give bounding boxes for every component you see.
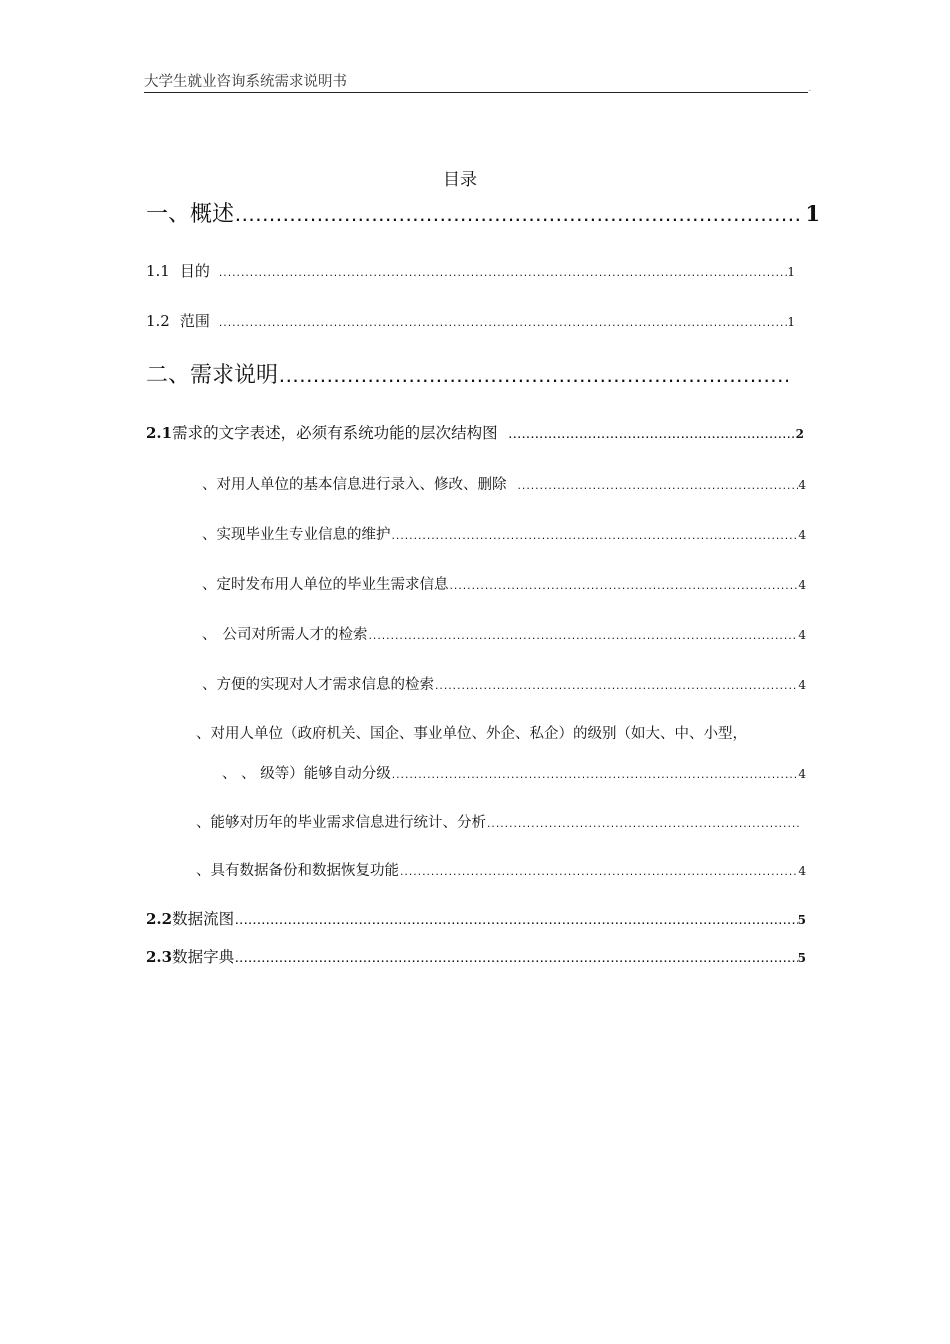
toc-entry-label: 需求的文字表述，必须有系统功能的层次结构图 — [172, 424, 498, 442]
toc-entry-page: 4 — [798, 767, 806, 781]
toc-entry-label: 具有数据备份和数据恢复功能 — [210, 863, 399, 879]
header-mark: · — [808, 87, 811, 95]
toc-entry-scope[interactable] — [146, 310, 795, 331]
toc-entry-prefix: 、 — [202, 627, 217, 643]
toc-entry-talent-search[interactable] — [202, 623, 806, 644]
toc-entry-prefix: 、 — [202, 477, 217, 493]
toc-entry-text-description[interactable] — [146, 421, 804, 443]
toc-entry-number: 2.1 — [146, 424, 173, 442]
toc-entry-page: 4 — [798, 578, 806, 592]
toc-entry-page: 5 — [797, 951, 806, 965]
toc-entry-number: 2.3 — [146, 948, 173, 966]
toc-leader — [508, 431, 796, 441]
toc-entry-page: 4 — [798, 864, 806, 878]
toc-entry-label: 方便的实现对人才需求信息的检索 — [216, 677, 434, 693]
toc-entry-number: 1.2 — [146, 312, 170, 330]
toc-entry-prefix: 、 — [202, 677, 217, 693]
toc-entry-label: 实现毕业生专业信息的维护 — [216, 527, 391, 543]
toc-entry-employer-info[interactable] — [202, 473, 806, 494]
toc-entry-page: 1 — [787, 315, 795, 329]
toc-entry-label: 需求说明 — [190, 363, 279, 388]
toc-entry-dataflow[interactable] — [146, 907, 806, 929]
toc-entry-page: 2 — [795, 427, 804, 441]
toc-entry-employer-level-cont[interactable] — [222, 762, 806, 783]
toc-entry-prefix: 、 — [196, 863, 211, 879]
toc-entry-page: 4 — [798, 678, 806, 692]
header-title: 大学生就业咨询系统需求说明书 — [144, 74, 347, 90]
toc-entry-prefix: 、 — [202, 577, 217, 593]
page-header — [144, 68, 811, 95]
toc-leader — [234, 210, 803, 225]
toc-leader — [391, 532, 799, 542]
toc-leader — [434, 682, 798, 692]
toc-entry-page: 1 — [805, 201, 820, 226]
toc-entry-prefix: 、 — [196, 815, 211, 831]
toc-leader — [234, 955, 798, 965]
toc-entry-page: 1 — [787, 265, 795, 279]
toc-leader — [391, 771, 799, 781]
toc-entry-statistics[interactable] — [196, 811, 800, 832]
toc-entry-purpose[interactable] — [146, 260, 795, 281]
toc-leader — [449, 582, 799, 592]
toc-entry-label: 对用人单位（政府机关、国企、事业单位、外企、私企）的级别（如大、中、小型， — [210, 726, 747, 742]
toc-leader — [234, 917, 798, 927]
toc-entry-number: 二、 — [146, 363, 191, 388]
toc-entry-number: 一、 — [146, 202, 191, 227]
toc-entry-dictionary[interactable] — [146, 945, 806, 967]
toc-entry-label: 公司对所需人才的检索 — [222, 627, 368, 643]
toc-entry-label: 范围 — [179, 312, 210, 330]
toc-entry-prefix: 、 — [202, 527, 217, 543]
toc-entry-label: 数据字典 — [172, 948, 235, 966]
toc-leader — [218, 319, 787, 329]
toc-leader — [218, 269, 787, 279]
toc-entry-page: 4 — [798, 628, 806, 642]
toc-entry-label-cont: 、 、 级等）能够自动分级 — [222, 766, 391, 782]
toc-entry-overview[interactable] — [146, 197, 820, 228]
toc-entry-backup[interactable] — [196, 859, 806, 880]
toc-entry-prefix: 、 — [196, 726, 211, 742]
toc-leader — [368, 632, 799, 642]
toc-entry-label: 概述 — [190, 202, 235, 227]
toc-leader — [399, 868, 798, 878]
toc-entry-employer-level[interactable] — [196, 722, 747, 743]
toc-entry-label: 对用人单位的基本信息进行录入、修改、删除 — [216, 477, 507, 493]
toc-title: 目录 — [443, 170, 477, 190]
toc-entry-major-info[interactable] — [202, 523, 806, 544]
toc-entry-page: 4 — [798, 528, 806, 542]
toc-leader — [278, 371, 788, 386]
toc-entry-label: 目的 — [179, 262, 210, 280]
toc-entry-page: 4 — [798, 478, 806, 492]
toc-entry-number: 1.1 — [146, 262, 170, 280]
toc-entry-demand-search[interactable] — [202, 673, 806, 694]
toc-entry-label: 能够对历年的毕业需求信息进行统计、分析 — [210, 815, 486, 831]
toc-entry-label: 定时发布用人单位的毕业生需求信息 — [216, 577, 449, 593]
toc-leader — [517, 482, 799, 492]
toc-entry-page: 5 — [797, 913, 806, 927]
toc-entry-label: 数据流图 — [172, 910, 235, 928]
toc-entry-requirements[interactable] — [146, 358, 790, 389]
toc-entry-number: 2.2 — [146, 910, 173, 928]
toc-entry-publish-demand[interactable] — [202, 573, 806, 594]
toc-leader — [486, 820, 800, 830]
